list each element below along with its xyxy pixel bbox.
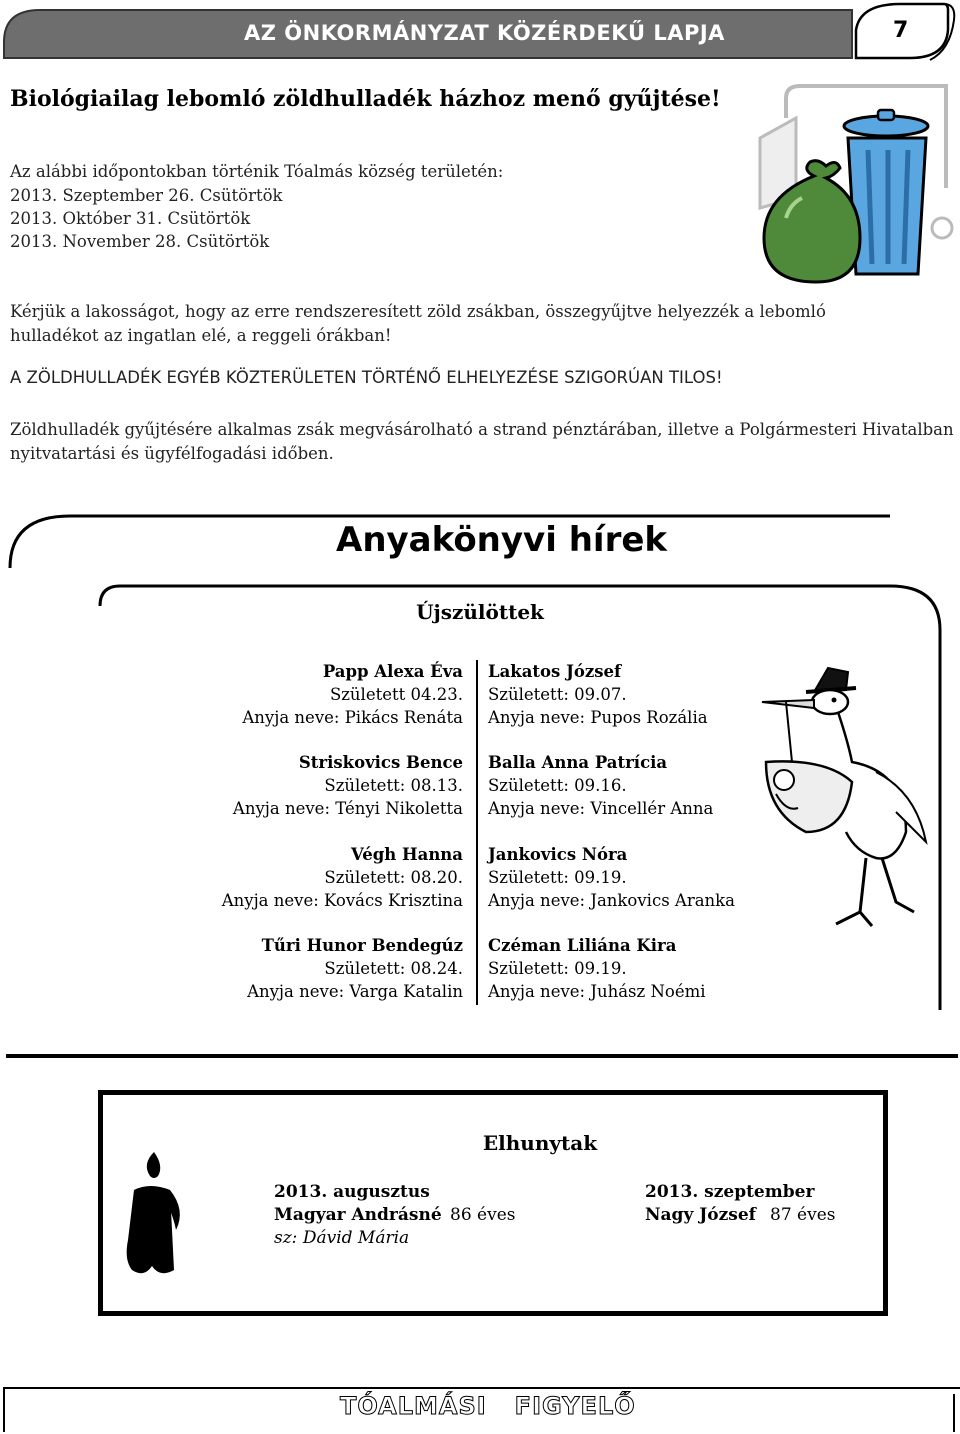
newborn-name: Tűri Hunor Bendegúz [261, 936, 463, 955]
section-separator [6, 1054, 958, 1058]
candle-icon [114, 1150, 194, 1280]
newborn-mother: Anyja neve: Tényi Nikoletta [232, 799, 463, 818]
page-number: 7 [893, 18, 909, 43]
footer-word2: FIGYELŐ [514, 1392, 636, 1420]
newborn-mother: Anyja neve: Jankovics Aranka [488, 891, 736, 910]
newborn-name: Striskovics Bence [298, 753, 463, 772]
newborn-entry [233, 751, 463, 820]
maiden-name: Dávid Mária [302, 1228, 410, 1248]
footer-title [340, 1392, 636, 1420]
newborns-title: Újszülöttek [416, 600, 544, 624]
prohibition-notice: A ZÖLDHULLADÉK EGYÉB KÖZTERÜLETEN TÖRTÉNŐ ELHELYEZÉSE SZIGORÚAN TILOS! [10, 368, 723, 387]
newborn-name: Czéman Liliána Kira [488, 936, 677, 955]
deceased-age: 87 éves [770, 1205, 836, 1225]
purchase-text-line1: Zöldhulladék gyűjtésére alkalmas zsák megvásárolható a strand pénztárában, illetve a Polgármesteri Hivatalban [10, 420, 954, 439]
newborn-entry [247, 934, 463, 1003]
footer-word1: TÓALMÁSI [340, 1392, 487, 1420]
purchase-text-line2: nyitvatartási és ügyfélfogadási időben. [10, 444, 334, 463]
newborn-mother: Anyja neve: Vincellér Anna [488, 799, 714, 818]
newborn-name: Végh Hanna [350, 845, 463, 864]
newborn-entry [242, 660, 463, 729]
newborn-mother: Anyja neve: Varga Katalin [247, 982, 463, 1001]
newborn-birthdate: Született: 09.07. [488, 685, 627, 704]
article-intro: Az alábbi időpontokban történik Tóalmás község területén: [10, 162, 504, 181]
column-divider [476, 660, 478, 1005]
newborn-name: Lakatos József [488, 662, 622, 681]
collection-date: 2013. November 28. Csütörtök [10, 232, 270, 251]
newborn-mother: Anyja neve: Pikács Renáta [242, 708, 463, 727]
request-text-line1: Kérjük a lakosságot, hogy az erre rendszeresített zöld zsákban, összegyűjtve helyezzék a lebomló [10, 302, 826, 321]
article-headline: Biológiailag lebomló zöldhulladék házhoz menő gyűjtése! [10, 86, 721, 112]
newborn-mother: Anyja neve: Juhász Noémi [488, 982, 706, 1001]
stork-illustration [756, 662, 936, 932]
maiden-prefix: sz: [274, 1228, 298, 1248]
deaths-title: Elhunytak [482, 1131, 598, 1155]
deceased-age: 86 éves [450, 1205, 516, 1225]
newborn-mother: Anyja neve: Pupos Rozália [488, 708, 708, 727]
newborn-birthdate: Született: 09.19. [488, 868, 627, 887]
death-month: 2013. augusztus [274, 1182, 430, 1202]
newborn-mother: Anyja neve: Kovács Krisztina [221, 891, 463, 910]
newborn-entry [488, 751, 713, 820]
deceased-name: Magyar Andrásné [274, 1205, 442, 1225]
newborn-name: Balla Anna Patrícia [488, 753, 668, 772]
deceased-maiden-name [274, 1228, 409, 1248]
newborn-birthdate: Született: 09.16. [488, 776, 627, 795]
request-text-line2: hulladékot az ingatlan elé, a reggeli órákban! [10, 326, 392, 345]
newborn-name: Jankovics Nóra [488, 845, 628, 864]
waste-bag-and-bin-illustration [756, 78, 956, 290]
deaths-frame [98, 1090, 888, 1316]
newborn-name: Papp Alexa Éva [322, 662, 463, 681]
newborn-birthdate: Született: 08.20. [324, 868, 463, 887]
newborn-birthdate: Született: 09.19. [488, 959, 627, 978]
collection-date: 2013. Szeptember 26. Csütörtök [10, 186, 283, 205]
newborn-birthdate: Született 04.23. [329, 685, 463, 704]
newborn-entry [488, 843, 735, 912]
newborn-birthdate: Született: 08.24. [324, 959, 463, 978]
registry-title: Anyakönyvi hírek [336, 520, 668, 560]
header-title: AZ ÖNKORMÁNYZAT KÖZÉRDEKŰ LAPJA [244, 21, 725, 45]
newborn-entry [488, 660, 708, 729]
deceased-name: Nagy József [645, 1205, 756, 1225]
newborn-entry [488, 934, 706, 1003]
collection-date: 2013. Október 31. Csütörtök [10, 209, 251, 228]
newborn-entry [222, 843, 463, 912]
death-month: 2013. szeptember [645, 1182, 815, 1202]
newborn-birthdate: Született: 08.13. [324, 776, 463, 795]
